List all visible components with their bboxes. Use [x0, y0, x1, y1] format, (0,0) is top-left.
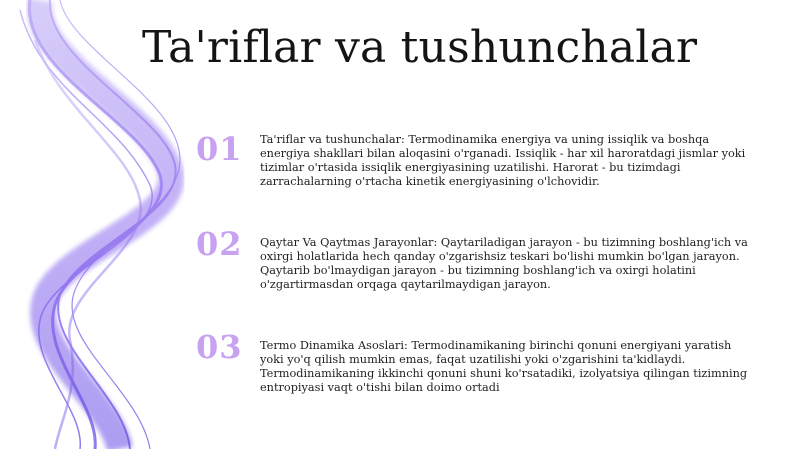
item-text: Qaytar Va Qaytmas Jarayonlar: Qaytariladigan jarayon - bu tizimning boshlang'ich va oxirgi holatlarida hech qanday o'zgarishsiz teskari bo'lishi mumkin bo'lgan jarayon. Qaytarib bo'lmaydigan jarayon - bu tizimning boshlang'ich va oxirgi holatini o'zgartirmasdan orqaga qaytarilmaydigan jarayon. [260, 236, 748, 292]
item-number: 03 [196, 328, 243, 366]
item-number: 02 [196, 225, 243, 263]
item-text: Ta'riflar va tushunchalar: Termodinamika energiya va uning issiqlik va boshqa energiya shakllari bilan aloqasini o'rganadi. Issiqlik - har xil haroratdagi jismlar yoki tizimlar o'rtasida issiqlik energiyasining uzatilishi. Harorat - bu tizimdagi zarrachalarning o'rtacha kinetik energiyasining o'lchovidir. [260, 133, 746, 189]
item-number: 01 [196, 130, 243, 168]
slide-title: Ta'riflar va tushunchalar [142, 22, 698, 73]
item-text: Termo Dinamika Asoslari: Termodinamikaning birinchi qonuni energiyani yaratish yoki yo'q qilish mumkin emas, faqat uzatilishi yoki o'zgarishini ta'kidlaydi. Termodinamikaning ikkinchi qonuni shuni ko'rsatadiki, izolyatsiya qilingan tizimning entropiyasi vaqt o'tishi bilan doimo ortadi [260, 339, 748, 395]
